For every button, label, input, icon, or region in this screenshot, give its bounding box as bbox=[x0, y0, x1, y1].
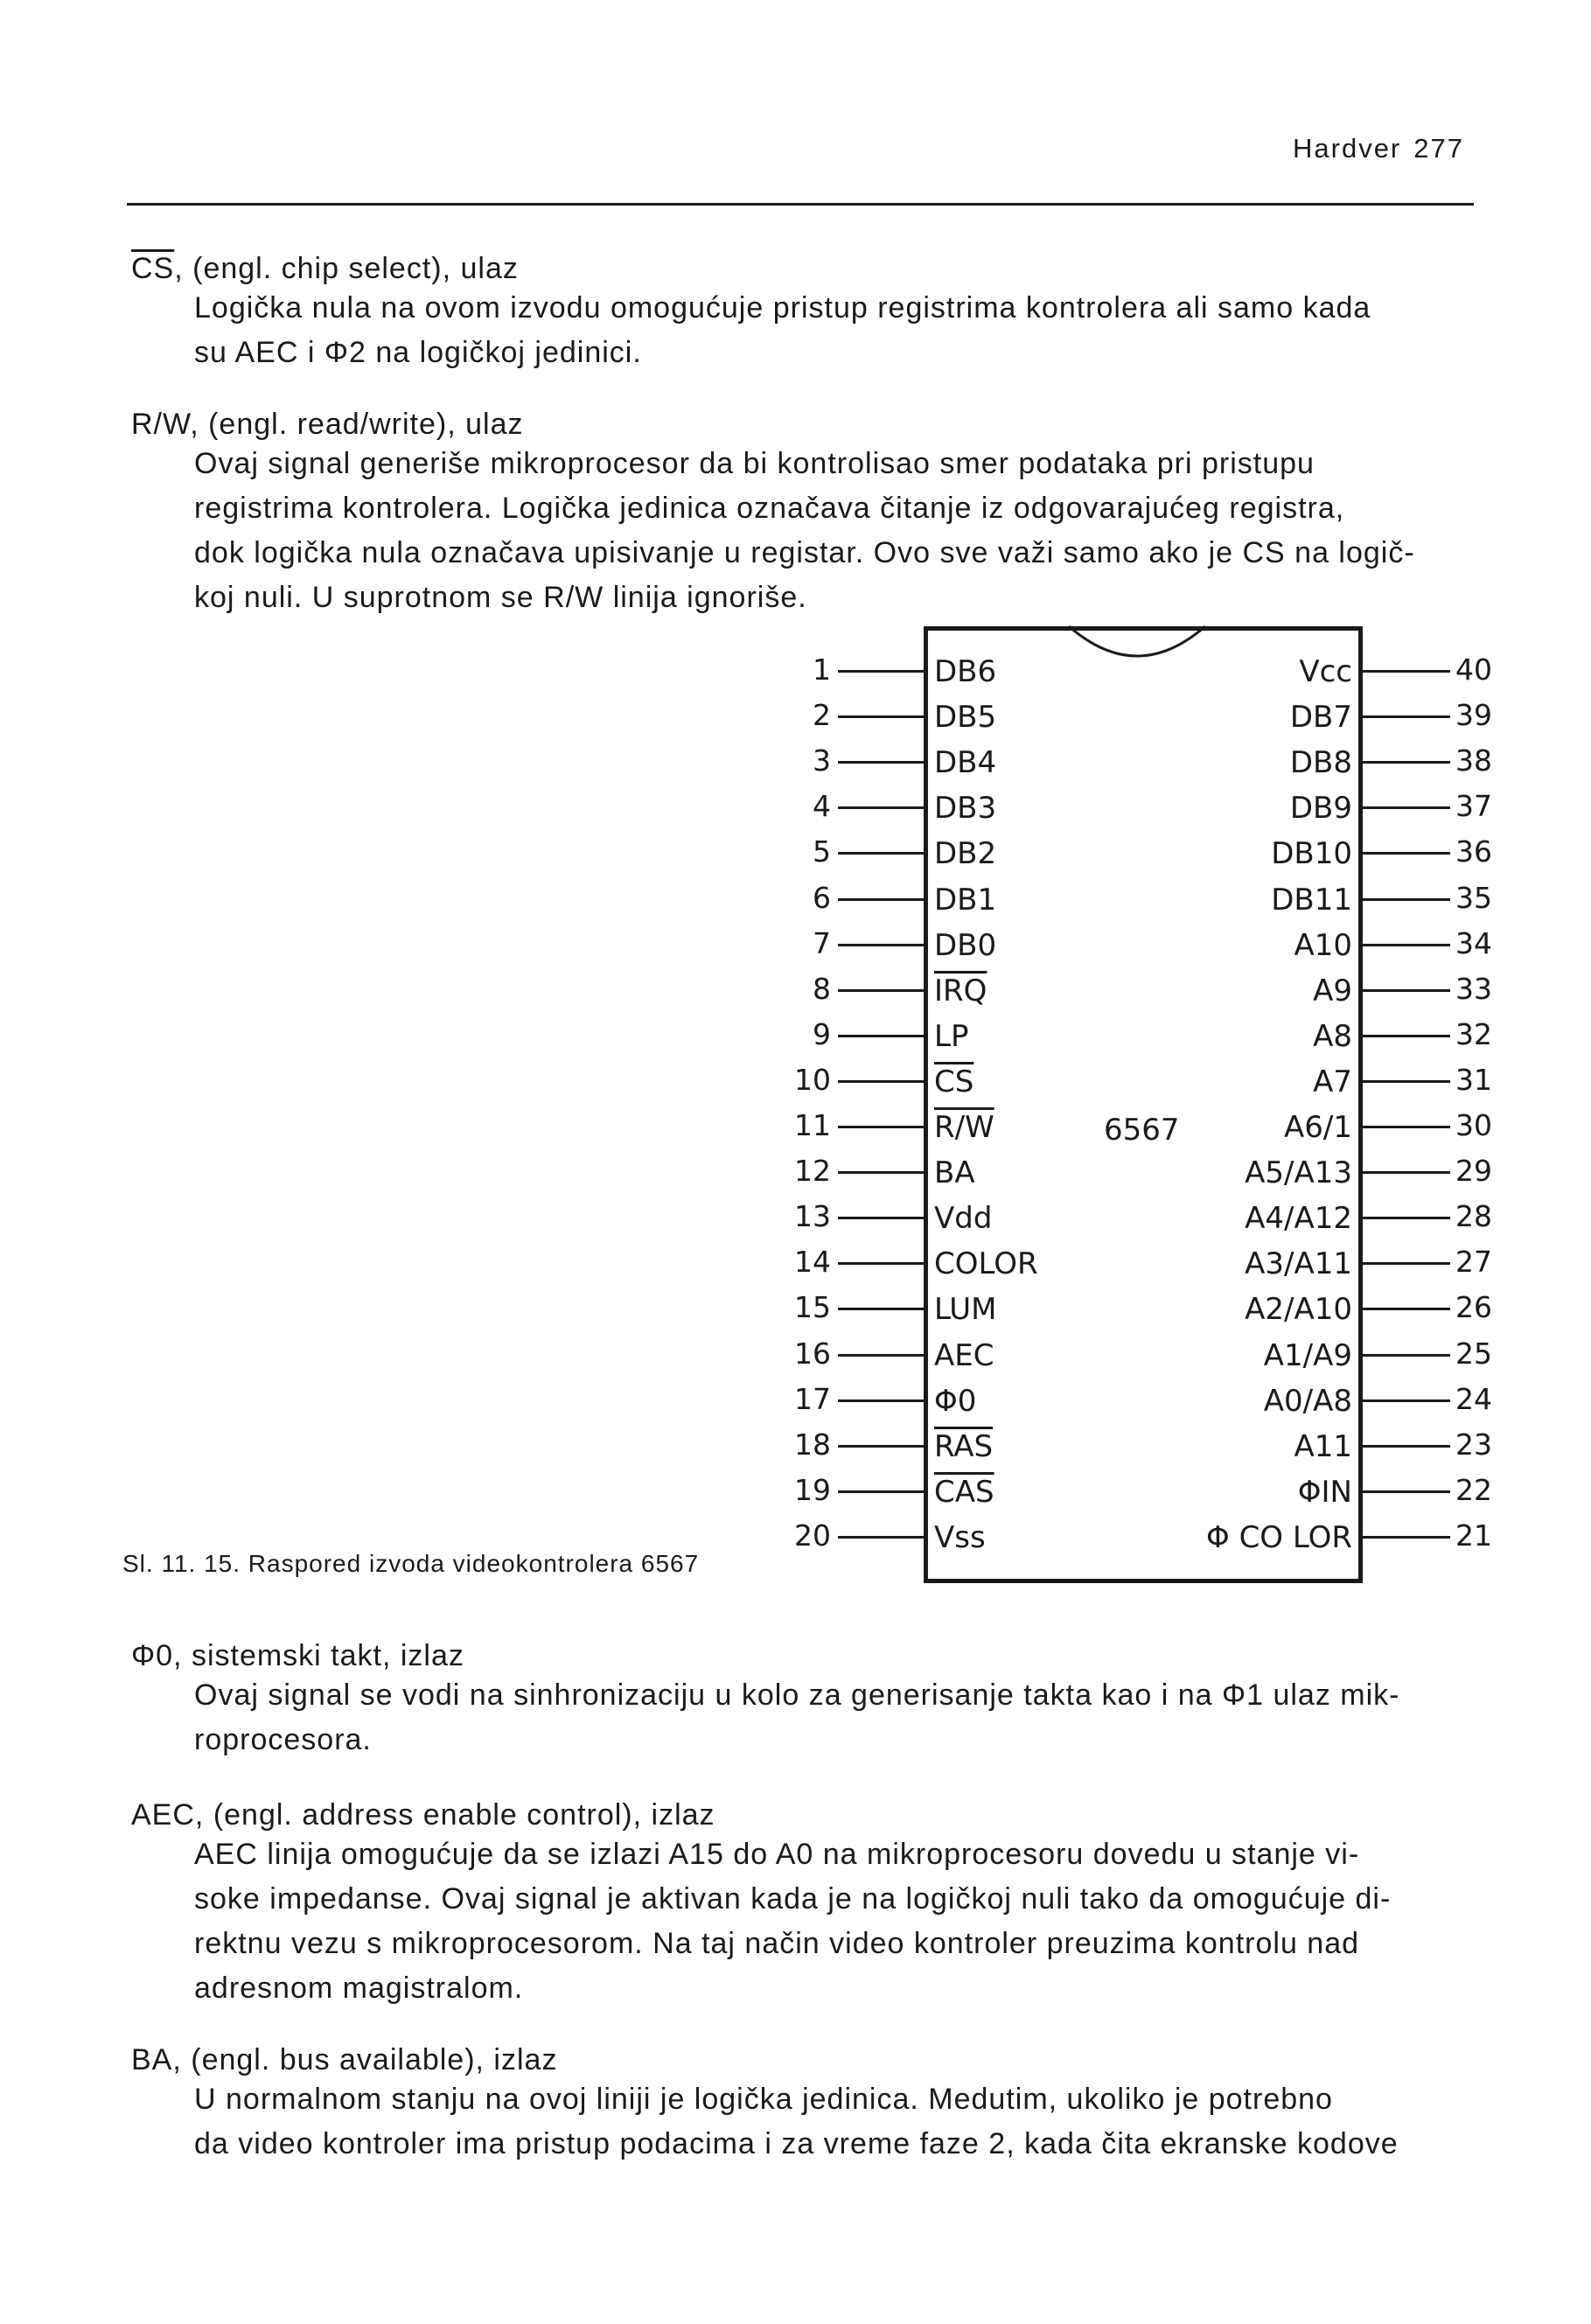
pin-label: DB7 bbox=[1289, 700, 1352, 736]
term-name: R/W bbox=[131, 408, 191, 441]
pin-lead bbox=[1363, 1080, 1450, 1083]
desc-line: Ovaj signal generiše mikroprocesor da bi kontrolisao smer podataka pri pristupu bbox=[194, 447, 1315, 480]
pin-label: DB11 bbox=[1271, 882, 1352, 918]
pin-lead bbox=[838, 1445, 924, 1448]
pin-number: 27 bbox=[1455, 1245, 1492, 1280]
desc-line: U normalnom stanju na ovoj liniji je logička jedinica. Medutim, ukoliko je potrebno bbox=[194, 2083, 1333, 2116]
pin-lead bbox=[838, 1171, 924, 1174]
term-rest: , (engl. bus available), izlaz bbox=[172, 2043, 558, 2076]
pin-lead bbox=[838, 1262, 924, 1265]
pin-label: Φ CO LOR bbox=[1206, 1519, 1352, 1555]
pin-number: 4 bbox=[813, 789, 831, 824]
pin-number: 11 bbox=[794, 1108, 831, 1142]
pin-number: 31 bbox=[1455, 1062, 1492, 1097]
pin-label: DB5 bbox=[934, 700, 997, 736]
pin-number: 32 bbox=[1455, 1016, 1492, 1051]
term-description bbox=[194, 2077, 1489, 2167]
pin-label: A10 bbox=[1294, 927, 1352, 963]
pin-number: 1 bbox=[813, 653, 831, 687]
pin-number: 6 bbox=[813, 880, 831, 915]
pin-number: 37 bbox=[1455, 789, 1492, 824]
pin-number: 24 bbox=[1455, 1381, 1492, 1416]
pin-label: $\overline{CAS}$ bbox=[934, 1474, 994, 1510]
term-description bbox=[194, 1832, 1489, 2011]
pin-label: A4/A12 bbox=[1245, 1201, 1352, 1237]
pin-label: A3/A11 bbox=[1245, 1246, 1352, 1282]
pin-number: 36 bbox=[1455, 834, 1492, 869]
desc-line: Logička nula na ovom izvodu omogućuje pristup registrima kontrolera ali samo kada bbox=[194, 291, 1371, 325]
pin-lead bbox=[838, 989, 924, 992]
pin-lead bbox=[838, 852, 924, 855]
pin-number: 2 bbox=[813, 698, 831, 733]
desc-line: rektnu vezu s mikroprocesorom. Na taj način video kontroler preuzima kontrolu nad bbox=[194, 1927, 1360, 1960]
pin-label: A5/A13 bbox=[1245, 1155, 1352, 1191]
desc-line: dok logička nula označava upisivanje u registar. Ovo sve važi samo ako je CS na logič- bbox=[194, 536, 1415, 569]
term-rest: , (engl. address enable control), izlaz bbox=[194, 1798, 715, 1832]
chip-name: 6567 bbox=[1104, 1113, 1180, 1148]
pin-lead bbox=[1363, 761, 1450, 764]
desc-line: AEC linija omogućuje da se izlazi A15 do A0 na mikroprocesoru dovedu u stanje vi- bbox=[194, 1838, 1360, 1871]
pin-number: 20 bbox=[794, 1518, 831, 1553]
pin-lead bbox=[1363, 1308, 1450, 1310]
header-rule bbox=[127, 203, 1474, 206]
pin-lead bbox=[838, 761, 924, 764]
term-name: $\overline{CS}$ bbox=[131, 252, 175, 285]
pin-lead bbox=[838, 806, 924, 809]
pin-number: 13 bbox=[794, 1199, 831, 1234]
pin-lead bbox=[1363, 1262, 1450, 1265]
pin-lead bbox=[838, 670, 924, 673]
pin-lead bbox=[1363, 1354, 1450, 1357]
pin-number: 18 bbox=[794, 1427, 831, 1462]
pin-lead bbox=[1363, 1445, 1450, 1448]
pin-label: AEC bbox=[934, 1337, 994, 1373]
pin-label: BA bbox=[934, 1155, 975, 1191]
pin-number: 7 bbox=[813, 925, 831, 960]
term-line bbox=[131, 1634, 464, 1678]
desc-line: soke impedanse. Ovaj signal je aktivan kada je na logičkoj nuli tako da omogućuje di- bbox=[194, 1882, 1392, 1916]
figure-caption: Sl. 11. 15. Raspored izvoda videokontrolera 6567 bbox=[122, 1550, 700, 1577]
pin-lead bbox=[838, 1536, 924, 1539]
pin-label: A2/A10 bbox=[1245, 1292, 1352, 1328]
pin-number: 30 bbox=[1455, 1108, 1492, 1142]
pin-label: R/W bbox=[934, 1110, 994, 1145]
pin-lead bbox=[1363, 852, 1450, 855]
pin-label: LUM bbox=[934, 1292, 997, 1328]
pin-lead bbox=[838, 1399, 924, 1402]
pin-lead bbox=[1363, 898, 1450, 901]
pin-label: Φ0 bbox=[934, 1383, 977, 1419]
pin-number: 38 bbox=[1455, 743, 1492, 778]
pin-label: $\overline{CS}$ bbox=[934, 1064, 974, 1099]
pin-lead bbox=[838, 1126, 924, 1128]
pin-lead bbox=[1363, 1399, 1450, 1402]
pin-number: 19 bbox=[794, 1472, 831, 1507]
term-rest: , sistemski takt, izlaz bbox=[173, 1639, 464, 1672]
term-line bbox=[131, 2038, 557, 2083]
pin-number: 35 bbox=[1455, 880, 1492, 915]
pin-number: 28 bbox=[1455, 1199, 1492, 1234]
pin-lead bbox=[1363, 1035, 1450, 1037]
pin-label: DB0 bbox=[934, 927, 997, 963]
running-header bbox=[1293, 133, 1464, 164]
term-description bbox=[194, 1673, 1489, 1762]
pin-lead bbox=[1363, 670, 1450, 673]
desc-line: roprocesora. bbox=[194, 1723, 372, 1756]
term-name: BA bbox=[131, 2043, 173, 2076]
desc-line: registrima kontrolera. Logička jedinica označava čitanje iz odgovarajućeg registra, bbox=[194, 492, 1345, 525]
pin-number: 15 bbox=[794, 1290, 831, 1325]
pin-number: 9 bbox=[813, 1016, 831, 1051]
pin-label: DB1 bbox=[934, 882, 997, 918]
pin-label: A7 bbox=[1313, 1064, 1352, 1099]
pin-number: 3 bbox=[813, 743, 831, 778]
pin-label: DB6 bbox=[934, 654, 997, 689]
desc-line: koj nuli. U suprotnom se R/W linija ignoriše. bbox=[194, 581, 807, 614]
pin-number: 39 bbox=[1455, 698, 1492, 733]
pin-lead bbox=[1363, 1536, 1450, 1539]
pin-lead bbox=[838, 1354, 924, 1357]
pin-number: 21 bbox=[1455, 1518, 1492, 1553]
pin-lead bbox=[1363, 989, 1450, 992]
pin-lead bbox=[838, 1035, 924, 1037]
pin-label: DB9 bbox=[1289, 791, 1352, 827]
desc-line: da video kontroler ima pristup podacima i za vreme faze 2, kada čita ekranske kodove bbox=[194, 2127, 1399, 2160]
pin-lead bbox=[1363, 1217, 1450, 1219]
term-description bbox=[194, 286, 1489, 375]
term-line bbox=[131, 1793, 715, 1838]
pin-number: 22 bbox=[1455, 1472, 1492, 1507]
pin-lead bbox=[838, 1217, 924, 1219]
pin-label: $\overline{IRQ}$ bbox=[934, 973, 987, 1008]
pin-number: 29 bbox=[1455, 1154, 1492, 1189]
header-title: Hardver bbox=[1293, 133, 1402, 164]
pin-number: 10 bbox=[794, 1062, 831, 1097]
pin-number: 8 bbox=[813, 971, 831, 1006]
term-description bbox=[194, 442, 1489, 620]
desc-line: su AEC i Φ2 na logičkoj jedinici. bbox=[194, 336, 642, 369]
pin-lead bbox=[1363, 944, 1450, 946]
pin-label: Vss bbox=[934, 1519, 986, 1555]
page-number: 277 bbox=[1413, 133, 1464, 164]
pin-number: 5 bbox=[813, 834, 831, 869]
pin-number: 25 bbox=[1455, 1336, 1492, 1371]
term-name: Φ0 bbox=[131, 1639, 174, 1672]
pin-label: A0/A8 bbox=[1263, 1383, 1352, 1419]
pin-lead bbox=[838, 715, 924, 718]
pin-label: DB10 bbox=[1271, 836, 1352, 872]
pin-label: A9 bbox=[1313, 973, 1352, 1008]
pin-number: 33 bbox=[1455, 971, 1492, 1006]
pin-label: LP bbox=[934, 1018, 969, 1054]
pin-label: A11 bbox=[1294, 1428, 1352, 1464]
pin-label: A8 bbox=[1313, 1018, 1352, 1054]
pin-lead bbox=[1363, 1126, 1450, 1128]
pin-number: 12 bbox=[794, 1154, 831, 1189]
desc-line: adresnom magistralom. bbox=[194, 1972, 524, 2005]
pin-lead bbox=[838, 898, 924, 901]
pin-lead bbox=[1363, 806, 1450, 809]
pin-lead bbox=[838, 1080, 924, 1083]
pin-label: $\overline{RAS}$ bbox=[934, 1428, 994, 1464]
pin-lead bbox=[1363, 1171, 1450, 1174]
pin-lead bbox=[1363, 715, 1450, 718]
pin-number: 17 bbox=[794, 1381, 831, 1416]
pin-label: DB8 bbox=[1289, 745, 1352, 781]
term-rest: , (engl. chip select), ulaz bbox=[174, 252, 519, 285]
pin-lead bbox=[838, 944, 924, 946]
pin-label: A1/A9 bbox=[1263, 1337, 1352, 1373]
term-rest: , (engl. read/write), ulaz bbox=[190, 408, 524, 441]
pin-number: 23 bbox=[1455, 1427, 1492, 1462]
pin-label: Vcc bbox=[1299, 654, 1352, 689]
term-line bbox=[131, 247, 519, 291]
term-name: AEC bbox=[131, 1798, 195, 1832]
pin-number: 34 bbox=[1455, 925, 1492, 960]
pin-label: DB2 bbox=[934, 836, 997, 872]
pin-label: ΦIN bbox=[1297, 1474, 1352, 1510]
pin-number: 26 bbox=[1455, 1290, 1492, 1325]
pin-number: 16 bbox=[794, 1336, 831, 1371]
term-line bbox=[131, 402, 523, 447]
desc-line: Ovaj signal se vodi na sinhronizaciju u kolo za generisanje takta kao i na Φ1 ulaz mik- bbox=[194, 1678, 1400, 1712]
pin-lead bbox=[1363, 1490, 1450, 1493]
pin-label: Vdd bbox=[934, 1201, 993, 1237]
pin-label: A6/1 bbox=[1284, 1110, 1352, 1145]
pin-label: COLOR bbox=[934, 1246, 1038, 1282]
pin-number: 14 bbox=[794, 1245, 831, 1280]
pin-lead bbox=[838, 1308, 924, 1310]
pin-label: DB4 bbox=[934, 745, 997, 781]
pin-label: DB3 bbox=[934, 791, 997, 827]
pin-number: 40 bbox=[1455, 653, 1492, 687]
pin-lead bbox=[838, 1490, 924, 1493]
